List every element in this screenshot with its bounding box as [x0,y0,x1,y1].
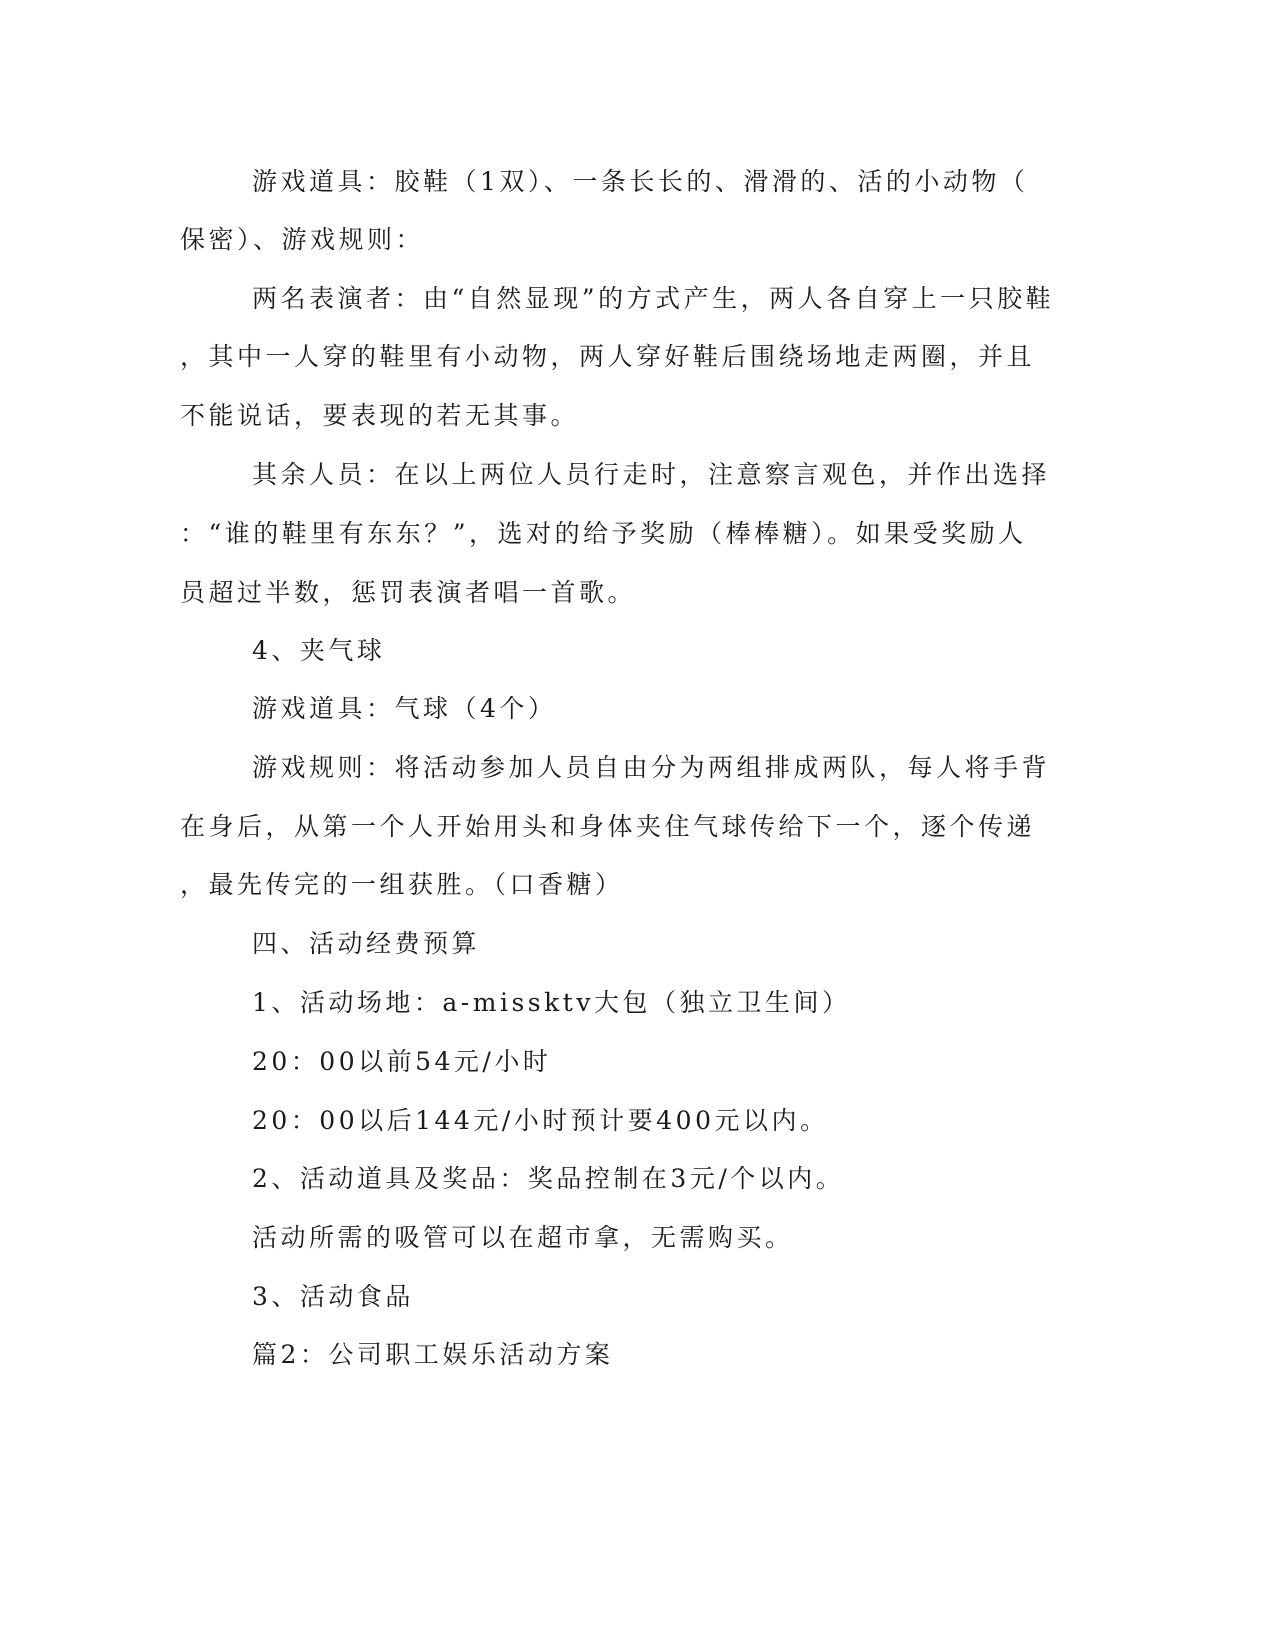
paragraph-line: ：“谁的鞋里有东东？”，选对的给予奖励（棒棒糖）。如果受奖励人 [180,519,1027,548]
paragraph-line: 游戏道具：胶鞋（1双）、一条长长的、滑滑的、活的小动物（ [252,167,1029,196]
paragraph-line: 游戏道具：气球（4个） [252,694,557,723]
paragraph-line: 不能说话，要表现的若无其事。 [180,401,580,430]
paragraph-line: 2、活动道具及奖品：奖品控制在3元/个以内。 [252,1164,845,1193]
paragraph-line: 20：00以后144元/小时预计要400元以内。 [252,1106,829,1135]
paragraph-line: 活动所需的吸管可以在超市拿，无需购买。 [252,1223,794,1252]
section-heading: 3、活动食品 [252,1282,414,1311]
chapter-heading: 篇2：公司职工娱乐活动方案 [252,1340,614,1369]
paragraph-line: 在身后，从第一个人开始用头和身体夹住气球传给下一个，逐个传递 [180,812,1036,841]
paragraph-line: ，最先传完的一组获胜。（口香糖） [180,870,624,899]
paragraph-line: 员超过半数，惩罚表演者唱一首歌。 [180,578,637,607]
paragraph-line: 保密）、游戏规则： [180,225,425,254]
paragraph-line: 其余人员：在以上两位人员行走时，注意察言观色，并作出选择 [252,460,1051,489]
paragraph-line: 两名表演者：由“自然显现”的方式产生，两人各自穿上一只胶鞋 [252,284,1055,313]
paragraph-line: 20：00以前54元/小时 [252,1047,552,1076]
section-heading: 四、活动经费预算 [252,929,481,958]
paragraph-line: ，其中一人穿的鞋里有小动物，两人穿好鞋后围绕场地走两圈，并且 [180,342,1036,371]
paragraph-line: 1、活动场地：a-missktv大包（独立卫生间） [252,988,851,1017]
section-heading: 4、夹气球 [252,636,386,665]
paragraph-line: 游戏规则：将活动参加人员自由分为两组排成两队，每人将手背 [252,753,1051,782]
